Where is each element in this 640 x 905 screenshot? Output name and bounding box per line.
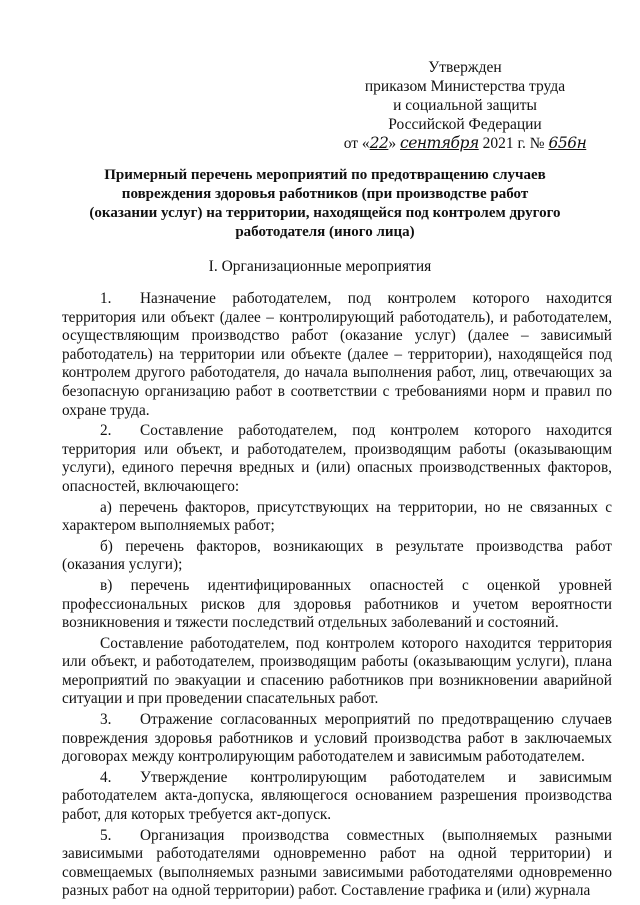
item-5-number: 5. xyxy=(100,826,112,844)
approval-date-line xyxy=(330,134,600,153)
item-1 xyxy=(62,290,612,420)
section-heading: I. Организационные мероприятия xyxy=(208,258,432,275)
item-3-number: 3. xyxy=(100,711,112,729)
item-2c: в) перечень идентифицированных опасностей с оценкой уровней профессиональных рисков для здоровья работников и учетом вероятности возникновения и тяжести последствий отдельных заболеваний и состояний. xyxy=(62,576,612,632)
item-5-text: Организация производства совместных (выполняемых разными зависимыми работодателями одновременно работ на одной территории) и совмещаемых (выполняемых разными зависимыми работодателями одновременно разных работ на одной территории) работ. Составление графика и (или) журнала xyxy=(62,826,612,900)
item-1-text: Назначение работодателем, под контролем которого находится территория или объект (далее – контролирующий работодатель), и работодателем, осуществляющим производство работ (оказание услуг) (далее – зависимый работодатель) на территории или объекте (далее – территории), находящейся под контролем другого работодателя, до начала выполнения работ, лиц, отвечающих за безопасную организацию работ в соответствии с требованиями норм и правил по охране труда. xyxy=(62,290,612,419)
date-mid: » xyxy=(388,135,401,152)
item-2b: б) перечень факторов, возникающих в результате производства работ (оказания услуги); xyxy=(62,537,612,574)
item-2 xyxy=(62,422,612,496)
item-4-number: 4. xyxy=(100,768,112,786)
title-line-1: Примерный перечень мероприятий по предотвращению случаев xyxy=(104,167,546,183)
approval-line-2: приказом Министерства труда xyxy=(364,78,566,95)
title-line-4: работодателя (иного лица) xyxy=(235,224,415,240)
item-2-plan: Составление работодателем, под контролем которого находится территория или объект, и работодателем, производящим работы (оказывающим услуги), плана мероприятий по эвакуации и спасению работников при возникновении аварийной ситуации и при проведении спасательных работ. xyxy=(62,634,612,708)
item-3-text: Отражение согласованных мероприятий по предотвращению случаев повреждения здоровья работников и условий производства работ в заключаемых договорах между контролирующим работодателем и зависимым работодателем. xyxy=(62,711,612,766)
item-1-number: 1. xyxy=(100,290,112,307)
item-3 xyxy=(62,711,612,767)
handwritten-day: 22 xyxy=(369,134,389,152)
item-2-text: Составление работодателем, под контролем которого находится территория или объект, и работодателем, производящим работы (оказывающим услуги), единого перечня вредных и (или) опасных производственных факторов, опасностей, включающего: xyxy=(62,422,612,495)
item-4-text: Утверждение контролирующим работодателем и зависимым работодателем акта-допуска, являющегося основанием разрешения производства работ, для которых требуется акт-допуск. xyxy=(62,768,612,824)
approval-line-4: Российской Федерации xyxy=(388,116,542,133)
approval-line-1: Утвержден xyxy=(428,59,502,76)
document-title xyxy=(70,166,580,242)
date-year: 2021 г. № xyxy=(478,135,549,152)
handwritten-month: сентября xyxy=(400,134,479,152)
item-4 xyxy=(62,769,612,825)
handwritten-number: 656н xyxy=(548,134,587,152)
date-prefix: от « xyxy=(343,135,370,152)
item-2-number: 2. xyxy=(100,422,112,440)
item-2a: а) перечень факторов, присутствующих на территории, но не связанных с характером выполняемых работ; xyxy=(62,498,612,535)
item-5 xyxy=(62,827,612,901)
document-body xyxy=(62,290,612,903)
approval-stamp xyxy=(330,58,600,153)
title-line-2: повреждения здоровья работников (при производстве работ xyxy=(121,186,529,202)
title-line-3: (оказании услуг) на территории, находящейся под контролем другого xyxy=(89,205,561,221)
approval-line-3: и социальной защиты xyxy=(393,97,537,114)
